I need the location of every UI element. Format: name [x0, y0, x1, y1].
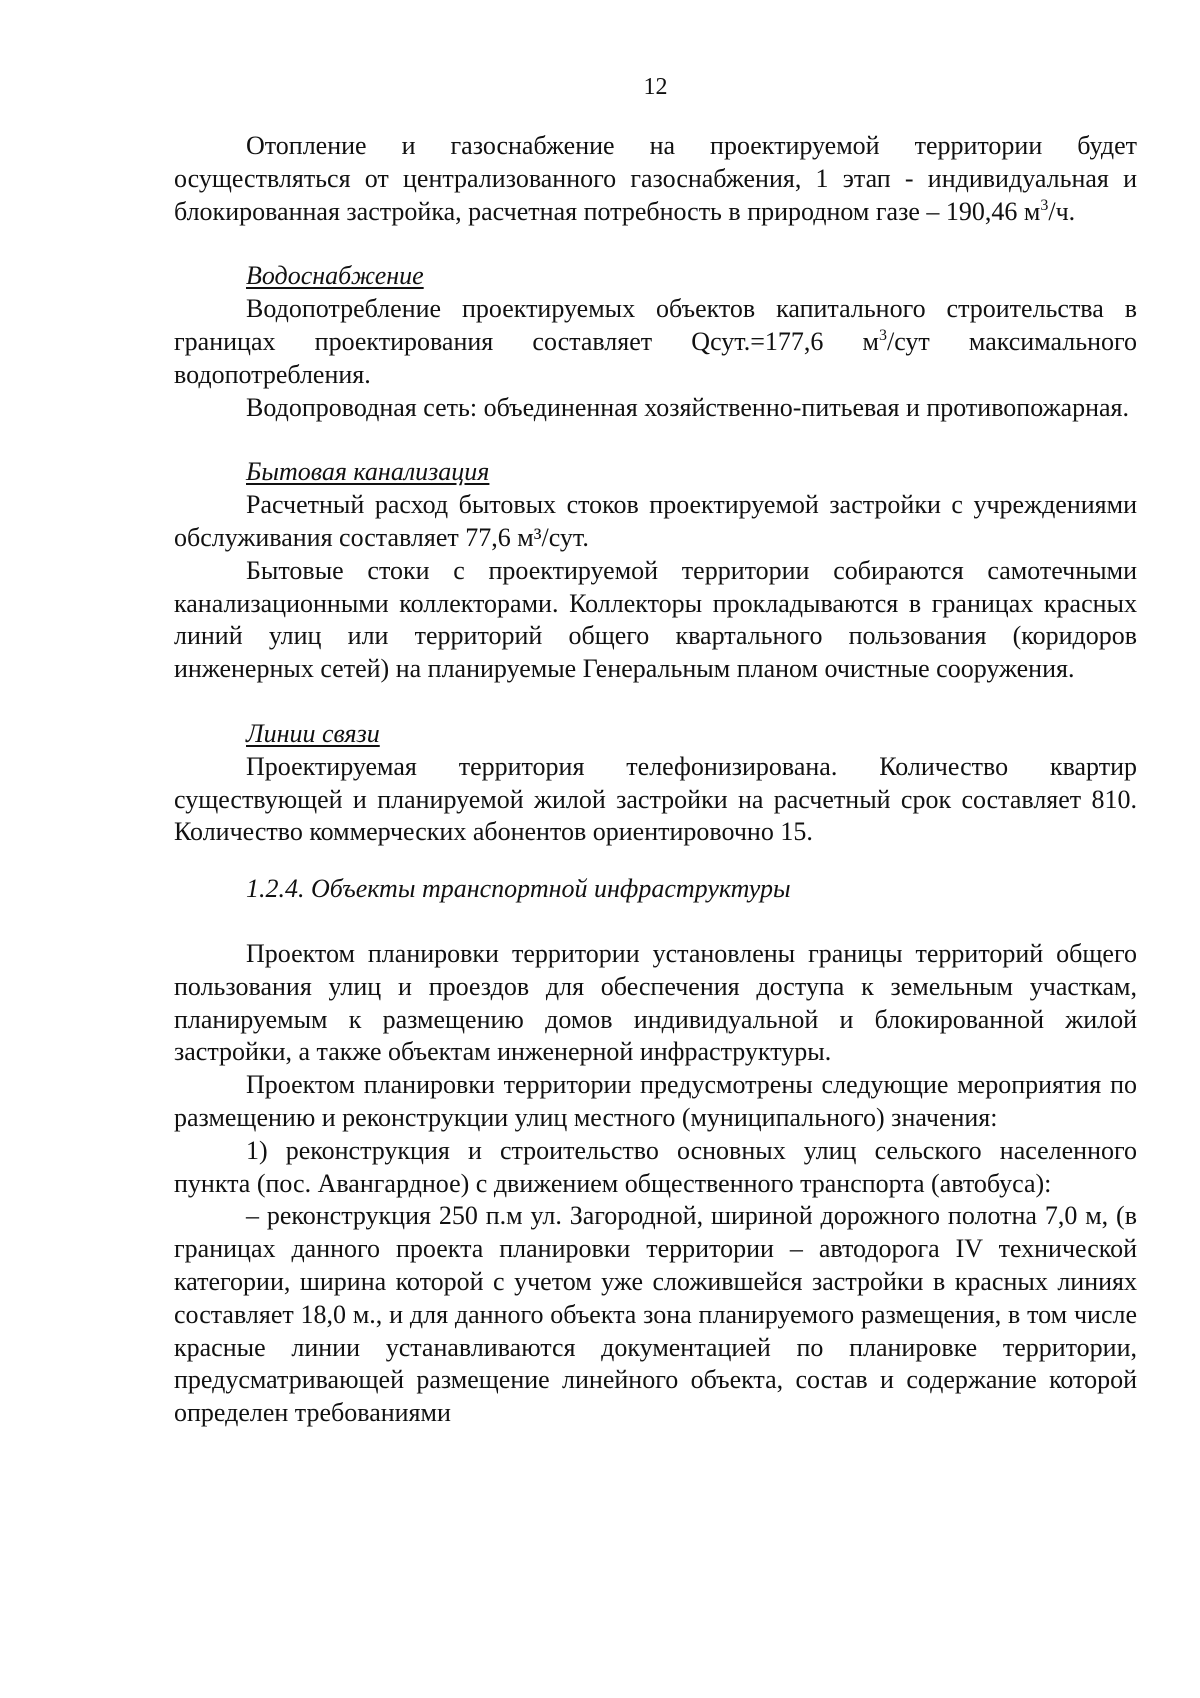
- paragraph-measures: Проектом планировки территории предусмотрены следующие мероприятия по размещению и реконструкции улиц местного (муниципального) значения:: [174, 1070, 1137, 1132]
- paragraph-water-network: Водопроводная сеть: объединенная хозяйственно-питьевая и противопожарная.: [246, 392, 1129, 422]
- heading-communication-lines: Линии связи: [246, 718, 380, 748]
- paragraph-sewage-collectors: Бытовые стоки с проектируемой территории собираются самотечными канализационными коллекторами. Коллекторы прокладываются в границах красных линий улиц или территорий общего квартального пользования (коридоров инженерных сетей) на планируемые Генеральным планом очистные сооружения.: [174, 555, 1137, 684]
- superscript: 3: [878, 326, 887, 344]
- paragraph-text: Отопление и газоснабжение на проектируемой территории будет осуществляться от централизованного газоснабжения, 1 этап - индивидуальная и блокированная застройка, расчетная потребность в природном газе – 190,46 м: [174, 131, 1137, 226]
- section-title-transport: 1.2.4. Объекты транспортной инфраструктуры: [246, 874, 791, 904]
- paragraph-public-areas: Проектом планировки территории установлены границы территорий общего пользования улиц и проездов для обеспечения доступа к земельным участкам, планируемым к размещению домов индивидуальной и блокированной жилой застройки, а также объектам инженерной инфраструктуры.: [174, 938, 1137, 1067]
- paragraph-reconstruction-zagorodnaya: – реконструкция 250 п.м ул. Загородной, шириной дорожного полотна 7,0 м, (в границах данного проекта планировки территории – автодорога IV технической категории, ширина которой с учетом уже сложившейся застройки в красных линиях составляет 18,0 м., и для данного объекта зона планируемого размещения, в том числе красные линии устанавливаются документацией по планировке территории, предусматривающей размещение линейного объекта, состав и содержание которой определен требованиями: [174, 1201, 1137, 1428]
- superscript: 3: [1040, 196, 1049, 214]
- paragraph-sewage-flow: Расчетный расход бытовых стоков проектируемой застройки с учреждениями обслуживания составляет 77,6 м³/сут.: [174, 490, 1137, 552]
- heading-water-supply: Водоснабжение: [246, 261, 424, 291]
- paragraph-text-end: /ч.: [1048, 196, 1076, 226]
- paragraph-telephony: Проектируемая территория телефонизирована. Количество квартир существующей и планируемой жилой застройки на расчетный срок составляет 810. Количество коммерческих абонентов ориентировочно 15.: [174, 751, 1137, 847]
- paragraph-list-item-1: 1) реконструкция и строительство основных улиц сельского населенного пункта (пос. Авангардное) с движением общественного транспорта (автобуса):: [174, 1135, 1137, 1198]
- paragraph-text: Водопотребление проектируемых объектов капитального строительства в границах проектирования составляет Qсут.=177,6 м: [174, 294, 1137, 356]
- paragraph-heating-gas: [174, 130, 1137, 228]
- page-content: [174, 130, 1137, 1430]
- paragraph-text-end: /сут максимального водопотребления.: [174, 326, 1137, 389]
- paragraph-water-consumption: [174, 293, 1137, 391]
- document-page: [174, 0, 1137, 1698]
- page-number: 12: [643, 74, 668, 100]
- heading-sewerage: Бытовая канализация: [246, 457, 490, 487]
